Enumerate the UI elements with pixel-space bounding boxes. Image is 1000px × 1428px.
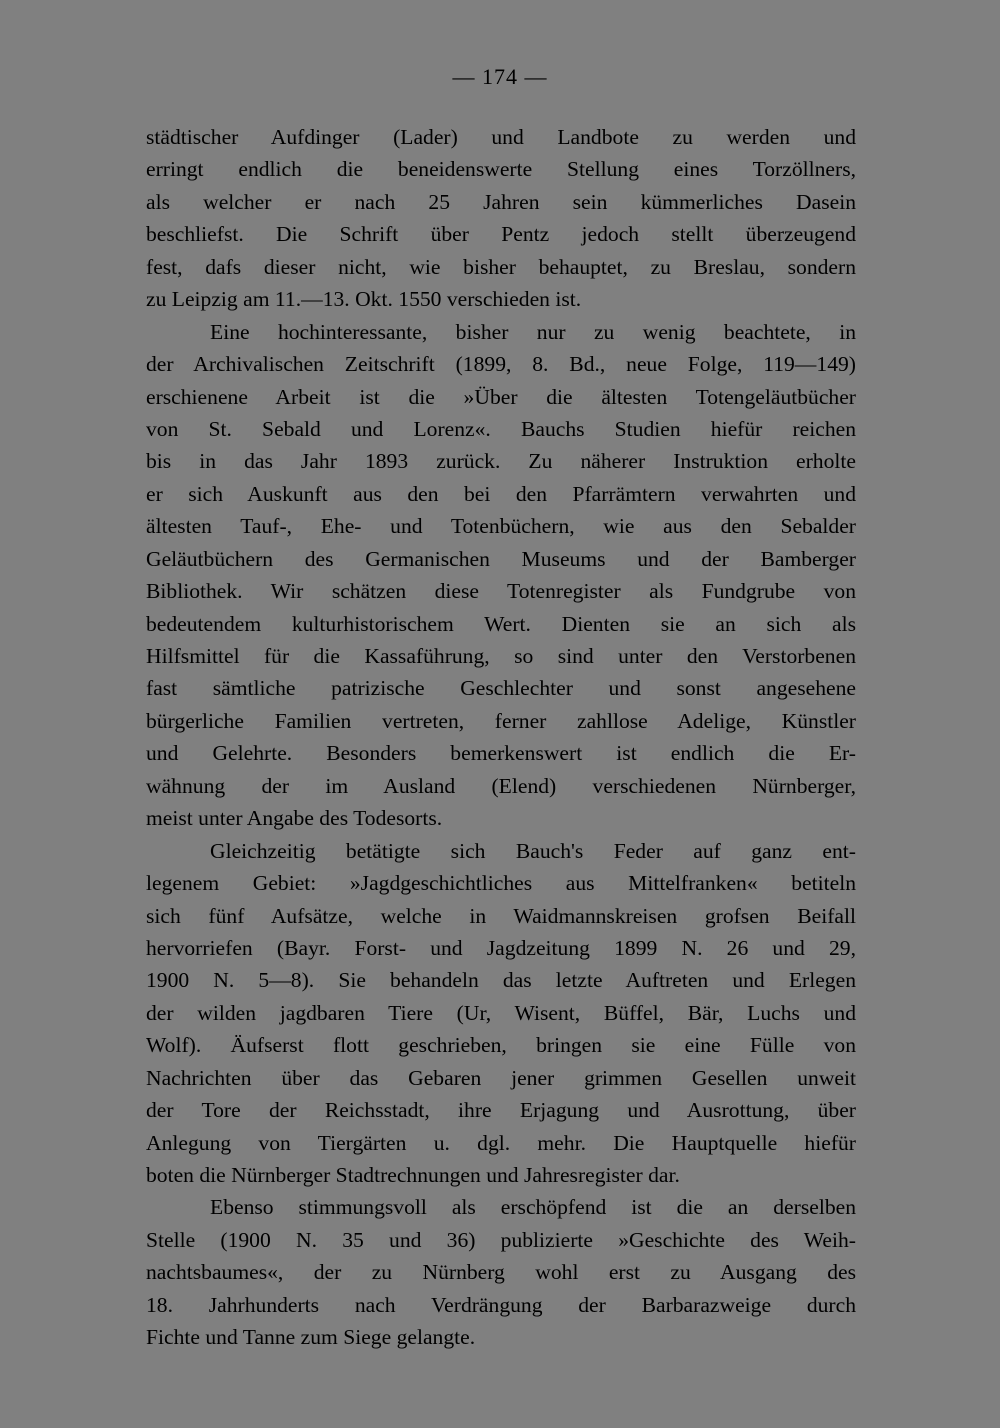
paragraph <box>146 835 856 1192</box>
text-line: Wolf). Äufserst flott geschrieben, bringen sie eine Fülle von <box>146 1033 856 1058</box>
text-line: Anlegung von Tiergärten u. dgl. mehr. Die Hauptquelle hiefür <box>146 1130 856 1155</box>
text-line: von St. Sebald und Lorenz«. Bauchs Studien hiefür reichen <box>146 416 856 441</box>
text-line: legenem Gebiet: »Jagdgeschichtliches aus Mittelfranken« betiteln <box>146 871 856 896</box>
text-line: erschienene Arbeit ist die »Über die ältesten Totengeläutbücher <box>146 384 856 409</box>
text-line: zu Leipzig am 11.—13. Okt. 1550 verschieden ist. <box>146 287 582 312</box>
page-number: — 174 — <box>452 64 548 89</box>
text-line: Ebenso stimmungsvoll als erschöpfend ist die an derselben <box>210 1195 856 1220</box>
text-line: Geläutbüchern des Germanischen Museums und der Bamberger <box>146 546 856 571</box>
text-line: bürgerliche Familien vertreten, ferner zahllose Adelige, Künstler <box>146 708 856 733</box>
text-line: der Tore der Reichsstadt, ihre Erjagung und Ausrottung, über <box>146 1098 856 1123</box>
text-line: bis in das Jahr 1893 zurück. Zu näherer Instruktion erholte <box>146 449 856 474</box>
text-line: städtischer Aufdinger (Lader) und Landbote zu werden und <box>146 125 856 149</box>
text-line: bedeutendem kulturhistorischem Wert. Dienten sie an sich als <box>146 611 856 636</box>
text-line: 1900 N. 5—8). Sie behandeln das letzte Auftreten und Erlegen <box>146 968 856 993</box>
text-line: meist unter Angabe des Todesorts. <box>146 806 443 831</box>
paragraph <box>146 316 856 835</box>
text-line: nachtsbaumes«, der zu Nürnberg wohl erst zu Ausgang des <box>146 1260 856 1285</box>
text-line: erringt endlich die beneidenswerte Stellung eines Torzöllners, <box>146 157 856 182</box>
text-line: fast sämtliche patrizische Geschlechter und sonst angesehene <box>146 676 856 701</box>
text-line: sich fünf Aufsätze, welche in Waidmannskreisen grofsen Beifall <box>146 903 856 928</box>
text-line: Stelle (1900 N. 35 und 36) publizierte »Geschichte des Weih- <box>146 1227 856 1252</box>
text-line: Nachrichten über das Gebaren jener grimmen Gesellen unweit <box>146 1065 856 1090</box>
text-line: und Gelehrte. Besonders bemerkenswert ist endlich die Er- <box>146 741 856 766</box>
text-line: boten die Nürnberger Stadtrechnungen und Jahresregister dar. <box>146 1163 680 1187</box>
text-line: als welcher er nach 25 Jahren sein kümmerliches Dasein <box>146 189 856 214</box>
paragraph <box>146 121 856 316</box>
text-line: der wilden jagdbaren Tiere (Ur, Wisent, Büffel, Bär, Luchs und <box>146 1000 856 1025</box>
text-line: er sich Auskunft aus den bei den Pfarrämtern verwahrten und <box>146 481 856 506</box>
paragraph <box>146 1191 856 1353</box>
text-line: 18. Jahrhunderts nach Verdrängung der Barbarazweige durch <box>146 1292 856 1317</box>
text-line: ältesten Tauf-, Ehe- und Totenbüchern, wie aus den Sebalder <box>146 514 856 539</box>
text-line: Eine hochinteressante, bisher nur zu wenig beachtete, in <box>210 319 856 344</box>
body-text <box>146 121 856 1354</box>
text-line: Hilfsmittel für die Kassaführung, so sind unter den Verstorbenen <box>146 644 856 668</box>
text-line: beschliefst. Die Schrift über Pentz jedoch stellt überzeugend <box>146 222 856 247</box>
text-line: Bibliothek. Wir schätzen diese Totenregister als Fundgrube von <box>146 579 856 604</box>
text-line: Fichte und Tanne zum Siege gelangte. <box>146 1325 476 1350</box>
text-line: der Archivalischen Zeitschrift (1899, 8. Bd., neue Folge, 119—149) <box>146 352 856 377</box>
text-line: wähnung der im Ausland (Elend) verschiedenen Nürnberger, <box>146 773 856 798</box>
text-line: Gleichzeitig betätigte sich Bauch's Feder auf ganz ent- <box>210 838 856 863</box>
text-line: fest, dafs dieser nicht, wie bisher behauptet, zu Breslau, sondern <box>146 254 856 279</box>
text-line: hervorriefen (Bayr. Forst- und Jagdzeitung 1899 N. 26 und 29, <box>146 935 856 960</box>
